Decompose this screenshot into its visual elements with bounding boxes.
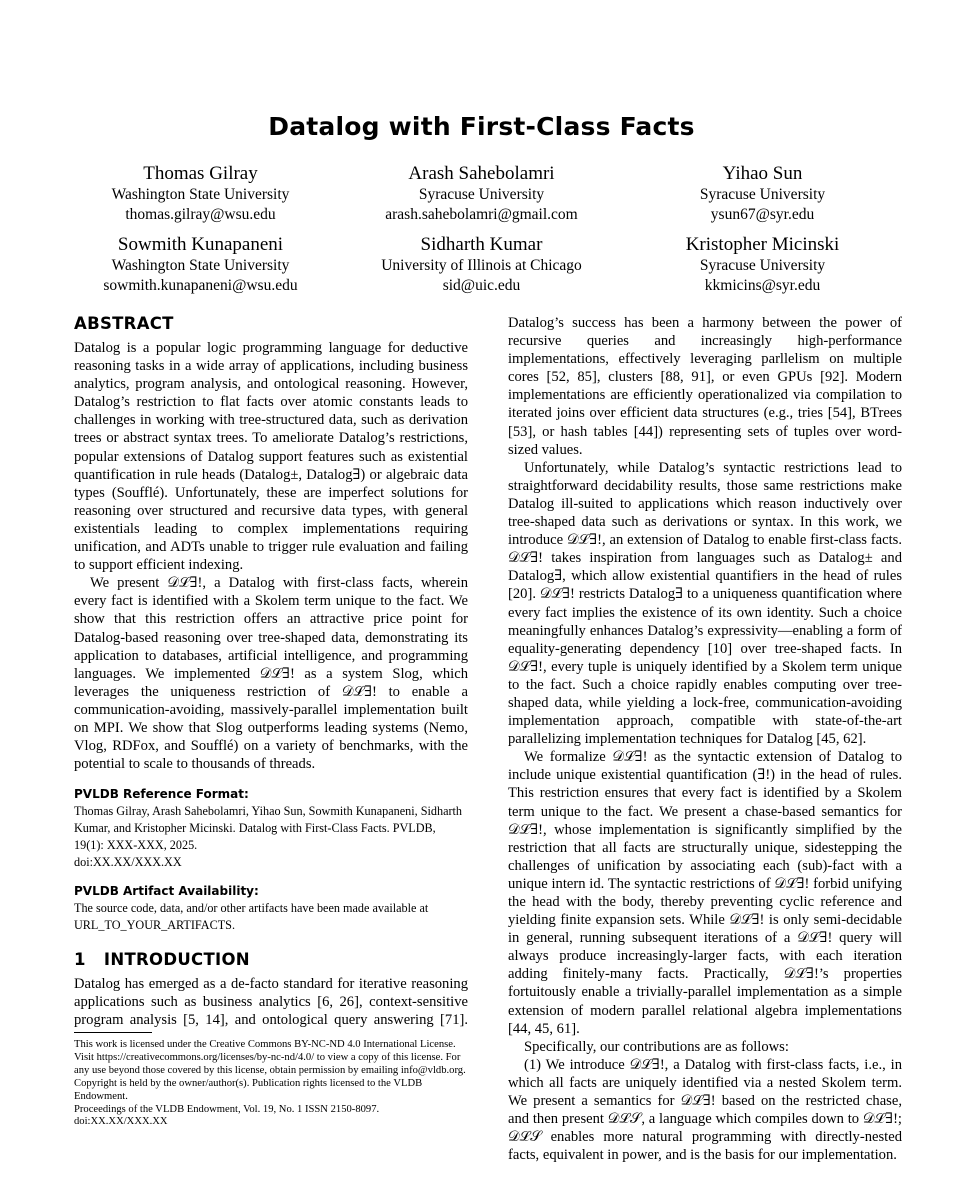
intro-paragraph-continued: Datalog’s success has been a harmony between the power of recursive queries and increasingly high-performance implementations, effectively leveraging parllelism on multiple cores [52, 85], clusters [88, 91], or even GPUs [92]. Modern implementations are efficiently operationalized via compilation to iterated joins over efficient data structures (e.g., tries [54], BTrees [53], or hash tables [44]) representing sets of tuples over word-sized values. <box>508 315 902 458</box>
intro-paragraph: Unfortunately, while Datalog’s syntactic restrictions lead to straightforward decidability results, those same restrictions make Datalog ill-suited to applications which reason inductively over tree-shaped data such as derivations or syntax. In this work, we introduce 𝒟ℒ∃!, an extension of Datalog to enable first-class facts. 𝒟ℒ∃! takes inspiration from languages such as Datalog± and Datalog∃, which allow existential quantifiers in the head of rules [20]. 𝒟ℒ∃! restricts Datalog∃ to a uniqueness quantification where every fact implies the existence of its own identity. Such a choice meaningfully enhances Datalog’s expressivity—enabling a form of equality-generating dependency [10] over tree-shaped facts. In 𝒟ℒ∃!, every tuple is uniquely identified by a Skolem term unique to the fact. Such a choice rapidly enables computing over tree-shaped data, while yielding a lock-free, communication-avoiding implementation approach, compatible with state-of-the-art parallelizing implementation techniques for Datalog [45, 62]. <box>508 459 902 748</box>
paper-title: Datalog with First-Class Facts <box>268 112 695 141</box>
artifact-heading: PVLDB Artifact Availability: <box>74 884 259 899</box>
author-name: Thomas Gilray <box>143 163 258 184</box>
reference-format-text: Thomas Gilray, Arash Sahebolamri, Yihao Sun, Sowmith Kunapaneni, Sidharth Kumar, and Kristopher Micinski. Datalog with First-Class Facts. PVLDB, 19(1): XXX-XXX, 2025. <box>74 804 463 852</box>
author-name: Sowmith Kunapaneni <box>117 234 284 255</box>
author-card <box>341 163 622 225</box>
abstract-paragraph: We present 𝒟ℒ∃!, a Datalog with first-class facts, wherein every fact is identified with a Skolem term unique to the fact. We show that this restriction offers an attractive price point for Datalog-based reasoning over tree-shaped data, demonstrating its application to databases, artificial intelligence, and programming languages. We implemented 𝒟ℒ∃! as a system Slog, which leverages the uniqueness restriction of 𝒟ℒ∃! to enable a communication-avoiding, massively-parallel implementation built on MPI. We show that Slog outperforms leading systems (Nemo, Vlog, RDFox, and Soufflé) on a variety of benchmarks, with the potential to scale to thousands of threads. <box>74 575 468 773</box>
artifact-block <box>74 884 468 934</box>
author-email: thomas.gilray@wsu.edu <box>125 206 276 223</box>
footnote-license: This work is licensed under the Creative Commons BY-NC-ND 4.0 International License. Visit https://creativecommons.org/licenses/by-nc-nd/4.0/ to view a copy of this license. For any use beyond those covered by this license, obtain permission by emailing info@vldb.org. Copyright is held by the owner/author(s). Publication rights licensed to the VLDB Endowment. <box>74 1039 466 1102</box>
author-name: Sidharth Kumar <box>420 234 543 255</box>
author-card <box>60 163 341 225</box>
author-card <box>341 234 622 296</box>
reference-format-block <box>74 787 468 870</box>
author-card <box>622 163 903 225</box>
license-footnote <box>74 1032 468 1129</box>
reference-format-doi: doi:XX.XX/XXX.XX <box>74 854 182 869</box>
author-affiliation: Washington State University <box>111 257 290 274</box>
intro-paragraph: Specifically, our contributions are as follows: <box>524 1038 789 1055</box>
left-column <box>74 314 468 1029</box>
footnote-doi: doi:XX.XX/XXX.XX <box>74 1116 168 1128</box>
abstract-paragraph: Datalog is a popular logic programming language for deductive reasoning tasks in a wide array of applications, including business analytics, program analysis, and ontological reasoning. However, Datalog’s restriction to flat facts over atomic constants leads to challenges in working with tree-structured data, such as derivation trees or abstract syntax trees. To ameliorate Datalog’s restrictions, popular extensions of Datalog support features such as existential quantification in rule heads (Datalog±, Datalog∃) or algebraic data types (Soufflé). Unfortunately, these are imperfect solutions for reasoning over structured and recursive data types, with general existentials leading to complex implementations requiring unification, and ADTs unable to trigger rule evaluation and failing to support efficient indexing. <box>74 340 468 574</box>
author-affiliation: Syracuse University <box>699 186 826 203</box>
author-affiliation: Syracuse University <box>699 257 826 274</box>
author-email: ysun67@syr.edu <box>710 206 815 223</box>
right-column <box>508 314 902 1164</box>
introduction-heading: 1 INTRODUCTION <box>74 950 250 970</box>
intro-paragraph: We formalize 𝒟ℒ∃! as the syntactic extension of Datalog to include unique existential quantification (∃!) in the head of rules. This restriction ensures that every fact is identified by a Skolem term unique to the fact. We present a chase-based semantics for 𝒟ℒ∃!, whose implementation is significantly simplified by the restriction that all facts are structurally unique, sidestepping the challenges of unification by associating each (sub)-fact with a unique intern id. The syntactic restrictions of 𝒟ℒ∃! forbid unifying the head with the body, thereby preventing cyclic reference and yielding finite expansion sets. While 𝒟ℒ∃! is only semi-decidable in general, running subsequent iterations of a 𝒟ℒ∃! query will always produce increasingly-larger facts, with each iteration adding finitely-many facts. Practically, 𝒟ℒ∃!’s properties fortuitously enable a trivially-parallel implementation as a simple extension of modern parallel relational algebra implementations [44, 45, 61]. <box>508 749 902 1037</box>
reference-format-heading: PVLDB Reference Format: <box>74 787 249 802</box>
author-email: kkmicins@syr.edu <box>704 277 821 294</box>
abstract-heading: ABSTRACT <box>74 314 174 333</box>
artifact-text: The source code, data, and/or other artifacts have been made available at URL_TO_YOUR_ARTIFACTS. <box>74 901 429 933</box>
author-affiliation: Washington State University <box>111 186 290 203</box>
author-name: Kristopher Micinski <box>685 234 840 255</box>
intro-paragraph: Datalog has emerged as a de-facto standard for iterative reasoning applications such as business analytics [6, 26], context-sensitive program analysis [5, 14], and ontological query answering [71]. <box>74 976 468 1029</box>
author-card <box>60 234 341 296</box>
author-email: sowmith.kunapaneni@wsu.edu <box>103 277 298 294</box>
author-card <box>622 234 903 296</box>
author-email: arash.sahebolamri@gmail.com <box>385 206 578 223</box>
author-block <box>60 163 903 296</box>
author-name: Yihao Sun <box>722 163 803 184</box>
contribution-item: (1) We introduce 𝒟ℒ∃!, a Datalog with first-class facts, i.e., in which all facts are uniquely identified via a nested Skolem term. We present a semantics for 𝒟ℒ∃! based on the restricted chase, and then present 𝒟ℒ𝒮, a language which compiles down to 𝒟ℒ∃!; 𝒟ℒ𝒮 enables more natural programming with directly-nested facts, equivalent in power, and is the basis for our implementation. <box>508 1056 902 1164</box>
footnote-proceedings: Proceedings of the VLDB Endowment, Vol. 19, No. 1 ISSN 2150-8097. <box>74 1103 380 1115</box>
footnote-rule <box>74 1032 152 1033</box>
author-affiliation: University of Illinois at Chicago <box>381 257 582 274</box>
author-email: sid@uic.edu <box>442 277 521 294</box>
intro-left-clip <box>74 975 468 1029</box>
author-affiliation: Syracuse University <box>418 186 545 203</box>
author-name: Arash Sahebolamri <box>408 163 555 184</box>
